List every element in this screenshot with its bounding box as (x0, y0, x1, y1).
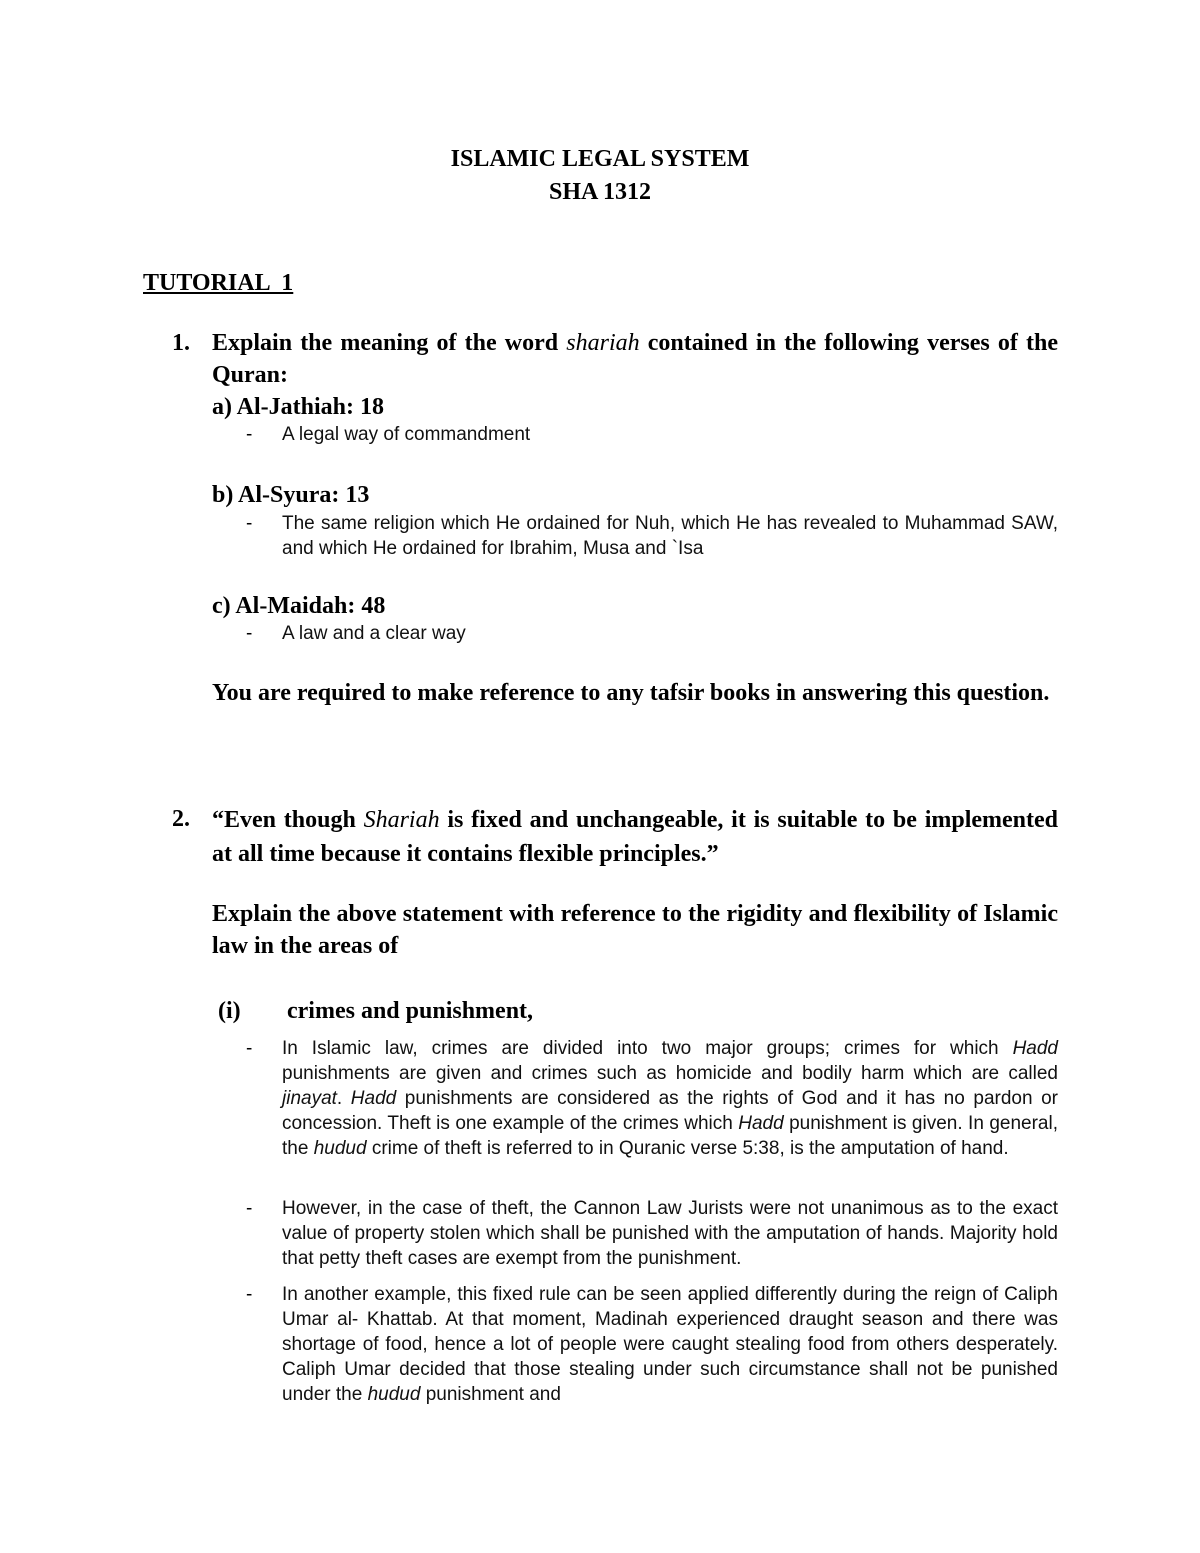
question-2-quote-part: is fixed and unchangeable, it is suitable to be implemented at all time because it contains flexible principles.” (212, 807, 1059, 867)
question-1-number: 1. (172, 330, 190, 356)
course-code: SHA 1312 (548, 179, 652, 205)
italic-term: Hadd (350, 1088, 397, 1109)
italic-term: Hadd (1012, 1038, 1058, 1059)
answer-text: punishments are considered as the rights of God and it has no pardon or concession. Theft is one example of the crimes which (282, 1088, 1059, 1134)
question-2-italic-term: Shariah (363, 807, 440, 833)
bullet-dash: - (246, 623, 253, 644)
italic-term: hudud (367, 1384, 421, 1405)
question-1-instruction: You are required to make reference to any tafsir books in answering this question. (212, 680, 1050, 706)
bullet-dash: - (246, 1038, 253, 1059)
verse-c-label: c) Al-Maidah: 48 (212, 593, 386, 619)
tutorial-heading: TUTORIAL 1 (143, 270, 294, 296)
question-1-text-part: Explain the meaning of the word (212, 330, 567, 356)
verse-b-answer: The same religion which He ordained for Nuh, which He has revealed to Muhammad SAW, and which He ordained for Ibrahim, Musa and `Isa (282, 513, 1058, 559)
bullet-dash: - (246, 424, 253, 445)
answer-text: punishments are given and crimes such as homicide and bodily harm which are called (282, 1063, 1058, 1084)
bullet-dash: - (246, 513, 253, 534)
question-2-explain: Explain the above statement with reference to the rigidity and flexibility of Islamic law in the areas of (212, 901, 1058, 959)
verse-c-answer: A law and a clear way (282, 623, 466, 644)
question-2-quote (212, 803, 1058, 871)
answer-text: . (336, 1088, 351, 1109)
answer-paragraph-1 (282, 1036, 1058, 1161)
document-title: ISLAMIC LEGAL SYSTEM (450, 146, 750, 172)
verse-a-answer: A legal way of commandment (282, 424, 531, 445)
italic-term: Hadd (738, 1113, 784, 1134)
answer-paragraph-2: However, in the case of theft, the Cannon Law Jurists were not unanimous as to the exact value of property stolen which shall be punished with the amputation of hands. Majority hold that petty theft cases are exempt from the punishment. (282, 1198, 1058, 1269)
bullet-dash: - (246, 1284, 253, 1305)
italic-term: hudud (313, 1138, 367, 1159)
answer-text: punishment is given. In general, the (282, 1113, 1058, 1159)
answer-text: crime of theft is referred to in Quranic verse 5:38, is the amputation of hand. (366, 1138, 1009, 1159)
answer-text: In another example, this fixed rule can be seen applied differently during the reign of Caliph Umar al- Khattab. At that moment, Madinah experienced draught season and there was shortage of food, hence a lot of people were caught stealing food from others desperately. Caliph Umar decided that those stealing under such circumstance shall not be punished under the (282, 1284, 1058, 1405)
answer-paragraph-3 (282, 1282, 1058, 1407)
bullet-dash: - (246, 1198, 253, 1219)
italic-term: jinayat (282, 1088, 337, 1109)
sub-question-number: (i) (218, 998, 241, 1024)
question-1-text (212, 327, 1058, 391)
question-1-italic-term: shariah (566, 330, 640, 356)
answer-text: punishment and (420, 1384, 561, 1405)
verse-a-label: a) Al-Jathiah: 18 (212, 394, 385, 420)
verse-b-label: b) Al-Syura: 13 (212, 482, 370, 508)
question-2-number: 2. (172, 806, 190, 832)
question-2-quote-part: “Even though (212, 807, 364, 833)
sub-question-label: crimes and punishment, (287, 998, 534, 1024)
question-1-text-part: contained in the following verses of the Quran: (212, 330, 1058, 388)
answer-text: In Islamic law, crimes are divided into two major groups; crimes for which (282, 1038, 1013, 1059)
